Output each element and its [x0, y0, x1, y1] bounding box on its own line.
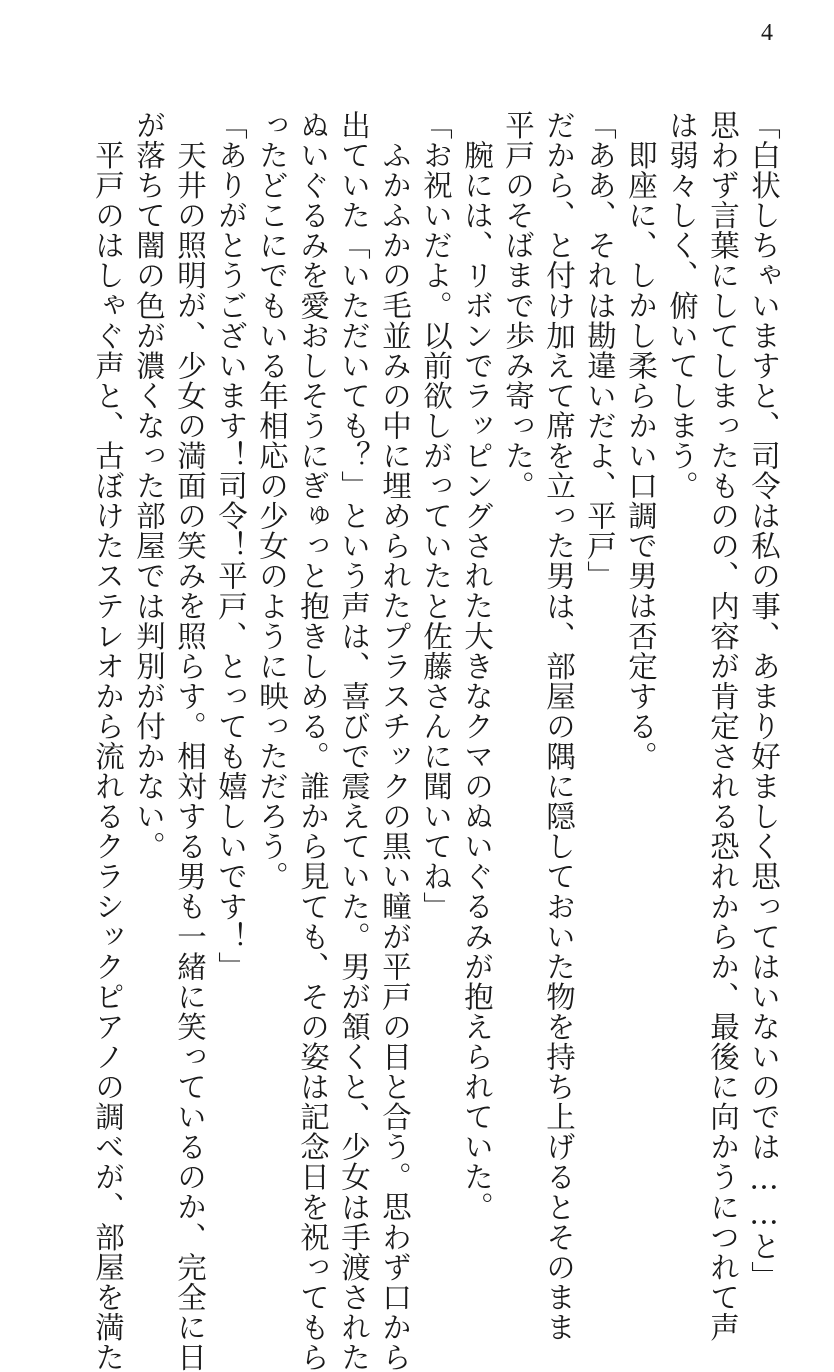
text-line-15: 天井の照明が、少女の満面の笑みを照らす。相対する男も一緒に笑っているのか、完全に日 — [173, 140, 207, 1372]
text-line-12: ぬいぐるみを愛おしそうにぎゅっと抱きしめる。誰から見ても、その姿は記念日を祝ってもら — [296, 110, 330, 1372]
text-line-2: 思わず言葉にしてしまったものの、内容が肯定される恐れからか、最後に向かうにつれて声 — [706, 110, 740, 1343]
text-line-6: だから、と付け加えて席を立った男は、部屋の隅に隠しておいた物を持ち上げるとそのまま — [542, 110, 576, 1343]
text-line-17: 平戸のはしゃぐ声と、古ぼけたステレオから流れるクラシックピアノの調べが、部屋を満た — [91, 140, 125, 1372]
page-number: 4 — [761, 20, 773, 46]
text-line-5: 「ああ、それは勘違いだよ、平戸」 — [583, 110, 617, 591]
text-line-4: 即座に、しかし柔らかい口調で男は否定する。 — [624, 140, 658, 772]
text-line-3: は弱々しく、俯いてしまう。 — [665, 110, 699, 501]
text-line-11: 出ていた「いただいても？」という声は、喜びで震えていた。男が頷くと、少女は手渡された — [337, 110, 371, 1372]
text-line-14: 「ありがとうございます！司令！平戸、とっても嬉しいです！」 — [214, 110, 248, 982]
text-line-13: ったどこにでもいる年相応の少女のように映っただろう。 — [255, 110, 289, 892]
text-line-7: 平戸のそばまで歩み寄った。 — [501, 110, 535, 501]
text-line-10: ふかふかの毛並みの中に埋められたプラスチックの黒い瞳が平戸の目と合う。思わず口から — [378, 140, 412, 1372]
text-line-1: 「白状しちゃいますと、司令は私の事、あまり好ましく思ってはいないのでは……と」 — [747, 110, 781, 1291]
text-line-9: 「お祝いだよ。以前欲しがっていたと佐藤さんに聞いてね」 — [419, 110, 453, 922]
text-line-8: 腕には、リボンでラッピングされた大きなクマのぬいぐるみが抱えられていた。 — [460, 140, 494, 1222]
text-line-16: が落ちて闇の色が濃くなった部屋では判別が付かない。 — [132, 110, 166, 862]
